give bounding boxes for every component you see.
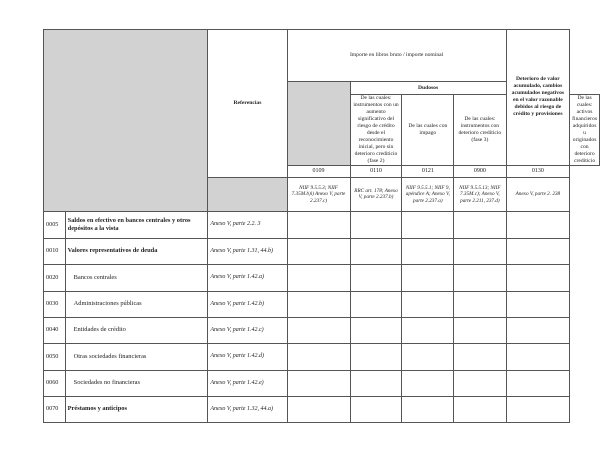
value-cell[interactable] [402, 317, 454, 343]
value-cell[interactable] [287, 317, 350, 343]
row-code: 0040 [44, 317, 66, 343]
col-code: 0110 [350, 165, 402, 177]
value-cell[interactable] [350, 264, 402, 291]
col-code: 0109 [287, 165, 350, 177]
referencias-header: Referencias [208, 30, 287, 178]
value-cell[interactable] [506, 291, 570, 317]
value-cell[interactable] [402, 343, 454, 370]
row-ref: Anexo V, parte 1.42.e) [208, 370, 287, 396]
value-cell[interactable] [506, 264, 570, 291]
dudosos-header: Dudosos [350, 82, 506, 95]
value-cell[interactable] [402, 396, 454, 422]
row-label: Bancos centrales [65, 264, 208, 291]
value-cell[interactable] [350, 238, 402, 264]
value-cell[interactable] [287, 291, 350, 317]
value-cell[interactable] [454, 396, 506, 422]
row-code: 0050 [44, 343, 66, 370]
col-ref: NIIF 9.5.5.13; NIIF 7.35M.c); Anexo V, parte 2.211, 237.d) [454, 177, 506, 211]
row-label: Préstamos y anticipos [65, 396, 208, 422]
value-cell[interactable] [506, 317, 570, 343]
row-ref: Anexo V, parte 1.42.d) [208, 343, 287, 370]
col-ref: NIIF 9.5.5.1; NIIF 9, apéndice A; Anexo V, parte 2.237.a) [402, 177, 454, 211]
value-cell[interactable] [506, 343, 570, 370]
value-cell[interactable] [402, 238, 454, 264]
corner-header-cell [44, 30, 208, 212]
financial-template-table [43, 29, 600, 423]
value-cell[interactable] [506, 396, 570, 422]
table-row [44, 396, 600, 422]
value-cell[interactable] [287, 370, 350, 396]
table-row [44, 211, 600, 238]
shaded-spacer-cell [287, 82, 350, 166]
row-label: Saldos en efectivo en bancos centrales y otros depósitos a la vista [65, 211, 208, 238]
value-cell[interactable] [350, 211, 402, 238]
col-desc-0900: De las cuales: activos financieros adquiridos u originados con deterioro crediticio [570, 95, 600, 166]
value-cell[interactable] [350, 317, 402, 343]
col-ref: Anexo V, parte 2. 238 [506, 177, 570, 211]
value-cell[interactable] [454, 264, 506, 291]
row-code: 0070 [44, 396, 66, 422]
col-ref: NIIF 9.5.5.3; NIIF 7.35M.b)i) Anexo V, parte 2.237.c) [287, 177, 350, 211]
shaded-ref-cell [208, 177, 287, 211]
value-cell[interactable] [506, 370, 570, 396]
value-cell[interactable] [287, 396, 350, 422]
row-label: Entidades de crédito [65, 317, 208, 343]
value-cell[interactable] [454, 291, 506, 317]
value-cell[interactable] [287, 264, 350, 291]
col-desc-0121: De las cuales: instrumentos con deterioro crediticio (fase 3) [454, 95, 506, 166]
row-label: Administraciones públicas [65, 291, 208, 317]
col-desc-0110: De las cuales con impago [402, 95, 454, 166]
value-cell[interactable] [506, 238, 570, 264]
row-label: Otras sociedades financieras [65, 343, 208, 370]
value-cell[interactable] [402, 264, 454, 291]
value-cell[interactable] [350, 396, 402, 422]
row-ref: Anexo V, parte 1.42.c) [208, 317, 287, 343]
table-row [44, 370, 600, 396]
value-cell[interactable] [402, 291, 454, 317]
table-row [44, 238, 600, 264]
row-code: 0010 [44, 238, 66, 264]
col-desc-0109: De las cuales: instrumentos con un aumento significativo del riesgo de crédito desde el reconocimiento inicial, pero sin deterioro crediticio (fase 2) [350, 95, 402, 166]
value-cell[interactable] [350, 291, 402, 317]
value-cell[interactable] [454, 370, 506, 396]
value-cell[interactable] [287, 343, 350, 370]
col-ref: RRC art. 178; Anexo V, parte 2.237.b) [350, 177, 402, 211]
row-ref: Anexo V, parte 1.42.a) [208, 264, 287, 291]
row-ref: Anexo V, parte 1.31, 44.b) [208, 238, 287, 264]
value-cell[interactable] [454, 343, 506, 370]
row-label: Sociedades no financieras [65, 370, 208, 396]
row-label: Valores representativos de deuda [65, 238, 208, 264]
col-code: 0900 [454, 165, 506, 177]
table-row [44, 317, 600, 343]
table-row [44, 343, 600, 370]
row-code: 0060 [44, 370, 66, 396]
row-code: 0005 [44, 211, 66, 238]
col-code: 0130 [506, 165, 570, 177]
col-code: 0121 [402, 165, 454, 177]
value-cell[interactable] [287, 211, 350, 238]
value-cell[interactable] [454, 238, 506, 264]
row-ref: Anexo V, parte 2.2. 3 [208, 211, 287, 238]
row-code: 0030 [44, 291, 66, 317]
table-row [44, 291, 600, 317]
value-cell[interactable] [350, 343, 402, 370]
table-row [44, 264, 600, 291]
row-code: 0020 [44, 264, 66, 291]
value-cell[interactable] [287, 238, 350, 264]
value-cell[interactable] [402, 211, 454, 238]
value-cell[interactable] [454, 211, 506, 238]
row-ref: Anexo V, parte 1.42.b) [208, 291, 287, 317]
deterioro-header: Deterioro de valor acumulado, cambios acumulados negativos en el valor razonable debidos al riesgo de crédito y provisiones [506, 30, 570, 166]
value-cell[interactable] [350, 370, 402, 396]
value-cell[interactable] [454, 317, 506, 343]
value-cell[interactable] [402, 370, 454, 396]
importe-bruto-header: Importe en libros bruto / importe nominal [287, 30, 506, 82]
row-ref: Anexo V, parte 1.32, 44.a) [208, 396, 287, 422]
value-cell[interactable] [506, 211, 570, 238]
